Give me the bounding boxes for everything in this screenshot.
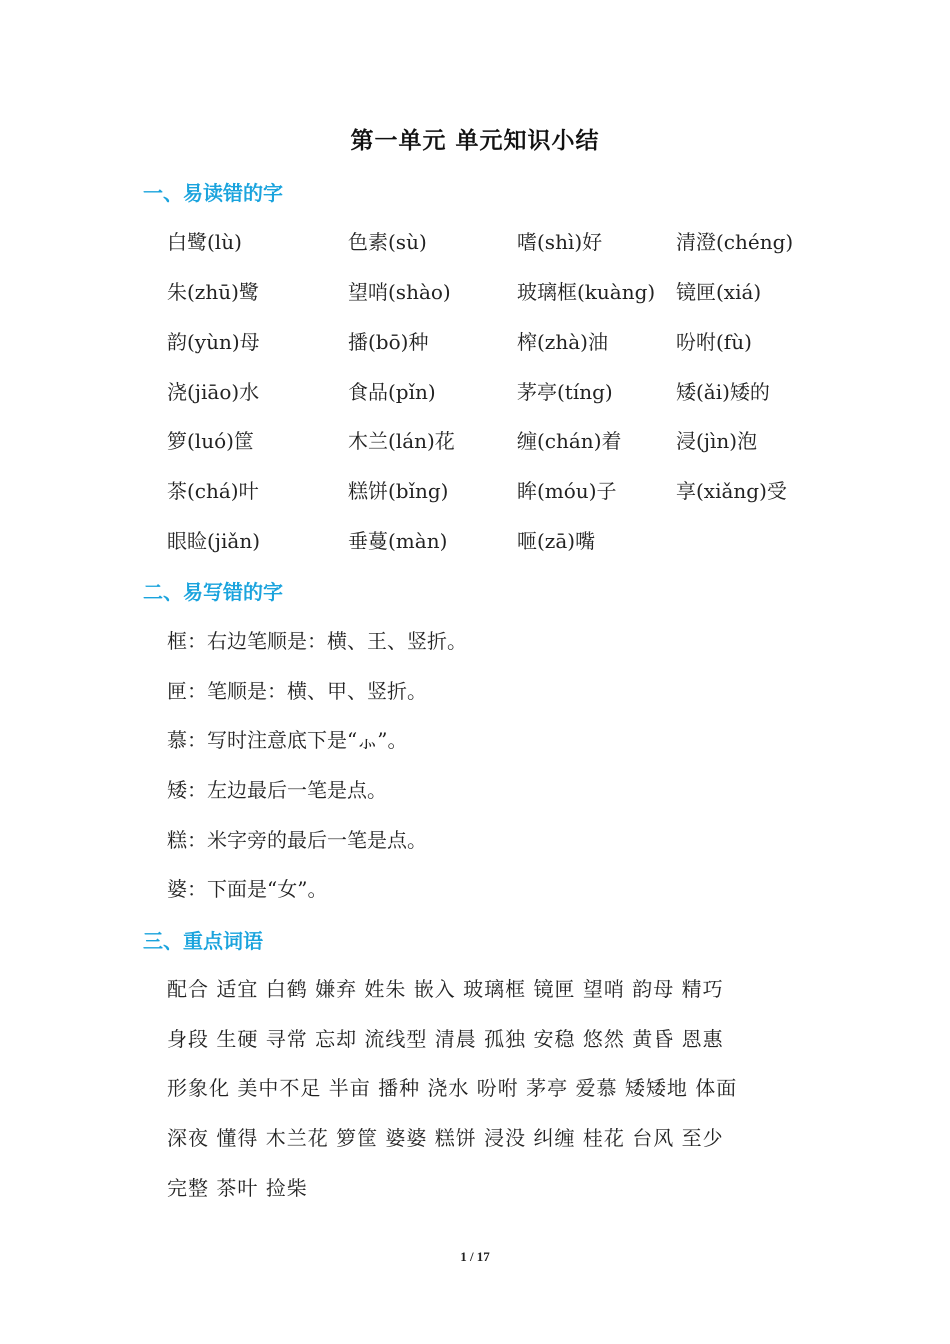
table-row bbox=[0, 425, 950, 455]
word-cell: 茅亭(tíng) bbox=[517, 380, 613, 404]
word-cell: 朱(zhū)鹭 bbox=[167, 280, 259, 304]
word-cell: 浸(jìn)泡 bbox=[676, 429, 758, 453]
word-cell: 糕饼(bǐng) bbox=[348, 479, 449, 503]
table-row bbox=[0, 276, 950, 306]
word-cell: 嗜(shì)好 bbox=[517, 230, 603, 254]
table-row bbox=[0, 226, 950, 256]
section-heading-key-words: 三、重点词语 bbox=[143, 929, 263, 953]
word-line: 形象化 美中不足 半亩 播种 浇水 吩咐 茅亭 爱慕 矮矮地 体面 bbox=[167, 1076, 738, 1100]
word-cell: 箩(luó)筐 bbox=[167, 429, 254, 453]
page-title: 第一单元 单元知识小结 bbox=[350, 128, 600, 154]
word-line: 完整 茶叶 捡柴 bbox=[167, 1176, 308, 1200]
word-cell: 眼睑(jiǎn) bbox=[167, 529, 261, 553]
word-line: 配合 适宜 白鹤 嫌弃 姓朱 嵌入 玻璃框 镜匣 望哨 韵母 精巧 bbox=[167, 977, 724, 1001]
word-cell: 享(xiǎng)受 bbox=[676, 479, 787, 503]
section-heading-misread: 一、易读错的字 bbox=[143, 181, 283, 205]
section-heading-miswritten: 二、易写错的字 bbox=[143, 580, 283, 604]
list-item: 婆：下面是“女”。 bbox=[167, 877, 328, 901]
word-cell: 榨(zhà)油 bbox=[517, 330, 608, 354]
word-cell: 垂蔓(màn) bbox=[348, 529, 448, 553]
word-cell: 色素(sù) bbox=[348, 230, 427, 254]
table-row bbox=[0, 326, 950, 356]
word-cell: 眸(móu)子 bbox=[517, 479, 617, 503]
list-item: 糕：米字旁的最后一笔是点。 bbox=[167, 828, 427, 852]
word-cell: 镜匣(xiá) bbox=[676, 280, 762, 304]
word-cell: 吩咐(fù) bbox=[676, 330, 752, 354]
word-cell: 韵(yùn)母 bbox=[167, 330, 260, 354]
word-cell: 清澄(chéng) bbox=[676, 230, 794, 254]
word-cell: 播(bō)种 bbox=[348, 330, 429, 354]
word-line: 深夜 懂得 木兰花 箩筐 婆婆 糕饼 浸没 纠缠 桂花 台风 至少 bbox=[167, 1126, 724, 1150]
word-cell: 望哨(shào) bbox=[348, 280, 451, 304]
table-row bbox=[0, 475, 950, 505]
word-cell: 咂(zā)嘴 bbox=[517, 529, 596, 553]
word-cell: 白鹭(lù) bbox=[167, 230, 242, 254]
table-row bbox=[0, 376, 950, 406]
word-cell: 茶(chá)叶 bbox=[167, 479, 259, 503]
list-item: 矮：左边最后一笔是点。 bbox=[167, 778, 387, 802]
list-item: 慕：写时注意底下是“⺗”。 bbox=[167, 728, 408, 752]
page-number: 1 / 17 bbox=[460, 1249, 490, 1264]
word-cell: 玻璃框(kuàng) bbox=[517, 280, 656, 304]
word-cell: 食品(pǐn) bbox=[348, 380, 436, 404]
word-cell: 浇(jiāo)水 bbox=[167, 380, 260, 404]
word-cell: 缠(chán)着 bbox=[517, 429, 622, 453]
list-item: 框：右边笔顺是：横、王、竖折。 bbox=[167, 629, 467, 653]
table-row bbox=[0, 525, 950, 555]
word-cell: 木兰(lán)花 bbox=[348, 429, 455, 453]
word-line: 身段 生硬 寻常 忘却 流线型 清晨 孤独 安稳 悠然 黄昏 恩惠 bbox=[167, 1027, 724, 1051]
word-cell: 矮(ǎi)矮的 bbox=[676, 380, 770, 404]
list-item: 匣：笔顺是：横、甲、竖折。 bbox=[167, 679, 427, 703]
